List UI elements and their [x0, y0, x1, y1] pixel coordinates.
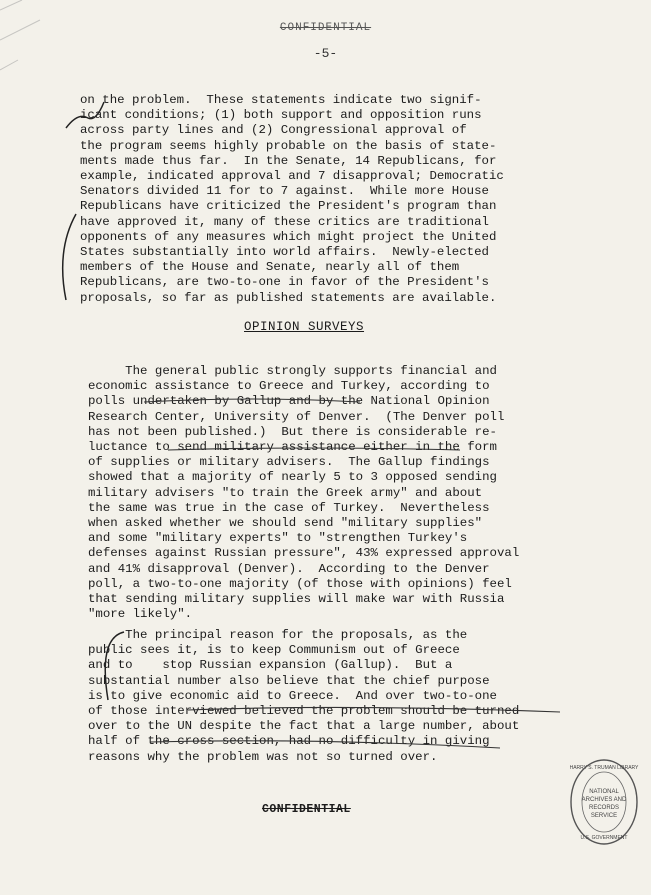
text-line: economic assistance to Greece and Turkey, according to: [88, 379, 490, 394]
svg-text:ARCHIVES AND: ARCHIVES AND: [581, 797, 627, 803]
text-line: across party lines and (2) Congressional approval of: [80, 123, 467, 138]
text-line: defenses against Russian pressure", 43% expressed approval: [88, 546, 520, 561]
text-line: members of the House and Senate, nearly all of them: [80, 260, 460, 275]
footer-classification-stamp: CONFIDENTIAL: [262, 803, 351, 816]
text-line: icant conditions; (1) both support and opposition runs: [80, 108, 482, 123]
text-line: proposals, so far as published statements are available.: [80, 290, 497, 305]
paragraph-public-opinion: [88, 364, 519, 622]
text-line: poll, a two-to-one majority (of those with opinions) feel: [88, 576, 512, 591]
text-line: ments made thus far. In the Senate, 14 Republicans, for: [80, 153, 497, 168]
text-line: military advisers "to train the Greek army" and about: [88, 485, 483, 500]
section-heading-opinion-surveys: OPINION SURVEYS: [244, 320, 365, 334]
text-line: on the problem. These statements indicate two signif-: [80, 93, 482, 107]
paragraph-principal-reason: [88, 628, 519, 765]
text-line: public sees it, is to keep Communism out of Greece: [88, 643, 460, 658]
text-line: the program seems highly probable on the basis of state-: [80, 138, 497, 153]
text-line: polls undertaken by Gallup and by the National Opinion: [88, 394, 490, 409]
text-line: that sending military supplies will make war with Russia: [88, 592, 505, 607]
archive-seal-stamp: [568, 757, 640, 847]
text-line: and some "military experts" to "strengthen Turkey's: [88, 531, 468, 546]
text-line: Republicans, are two-to-one in favor of the President's: [80, 275, 489, 290]
text-line: opponents of any measures which might project the United: [80, 229, 497, 244]
text-line: showed that a majority of nearly 5 to 3 opposed sending: [88, 470, 497, 485]
text-line: and 41% disapproval (Denver). According to the Denver: [88, 561, 490, 576]
text-line: is to give economic aid to Greece. And over two-to-one: [88, 688, 497, 703]
text-line: when asked whether we should send "military supplies": [88, 516, 483, 531]
text-line: The general public strongly supports financial and: [88, 364, 497, 378]
paragraph-congress: [80, 93, 504, 306]
text-line: Republicans have criticized the President's program than: [80, 199, 497, 214]
page-number: -5-: [313, 46, 338, 61]
text-line: and to stop Russian expansion (Gallup). But a: [88, 658, 453, 673]
svg-text:HARRY S. TRUMAN LIBRARY: HARRY S. TRUMAN LIBRARY: [569, 765, 639, 771]
text-line: of those interviewed believed the problem should be turned: [88, 704, 520, 719]
svg-text:NATIONAL: NATIONAL: [589, 789, 619, 795]
text-line: States substantially into world affairs. Newly-elected: [80, 245, 489, 260]
text-line: Research Center, University of Denver. (The Denver poll: [88, 409, 505, 424]
svg-text:SERVICE: SERVICE: [590, 813, 618, 819]
text-line: example, indicated approval and 7 disapproval; Democratic: [80, 169, 504, 184]
text-line: of supplies or military advisers. The Gallup findings: [88, 455, 490, 470]
text-line: have approved it, many of these critics are traditional: [80, 214, 489, 229]
text-line: the same was true in the case of Turkey. Nevertheless: [88, 500, 490, 515]
text-line: has not been published.) But there is considerable re-: [88, 424, 497, 439]
text-line: substantial number also believe that the chief purpose: [88, 673, 490, 688]
text-line: The principal reason for the proposals, as the: [88, 628, 468, 642]
text-line: "more likely".: [88, 607, 193, 622]
text-line: over to the UN despite the fact that a large number, about: [88, 719, 520, 734]
text-line: reasons why the problem was not so turned over.: [88, 749, 438, 764]
header-classification-stamp: CONFIDENTIAL: [279, 22, 372, 34]
svg-text:U.S. GOVERNMENT: U.S. GOVERNMENT: [580, 835, 628, 841]
text-line: Senators divided 11 for to 7 against. While more House: [80, 184, 489, 199]
text-line: half of the cross-section, had no difficulty in giving: [88, 734, 490, 749]
svg-text:RECORDS: RECORDS: [588, 805, 620, 811]
text-line: luctance to send military assistance either in the form: [88, 440, 497, 455]
